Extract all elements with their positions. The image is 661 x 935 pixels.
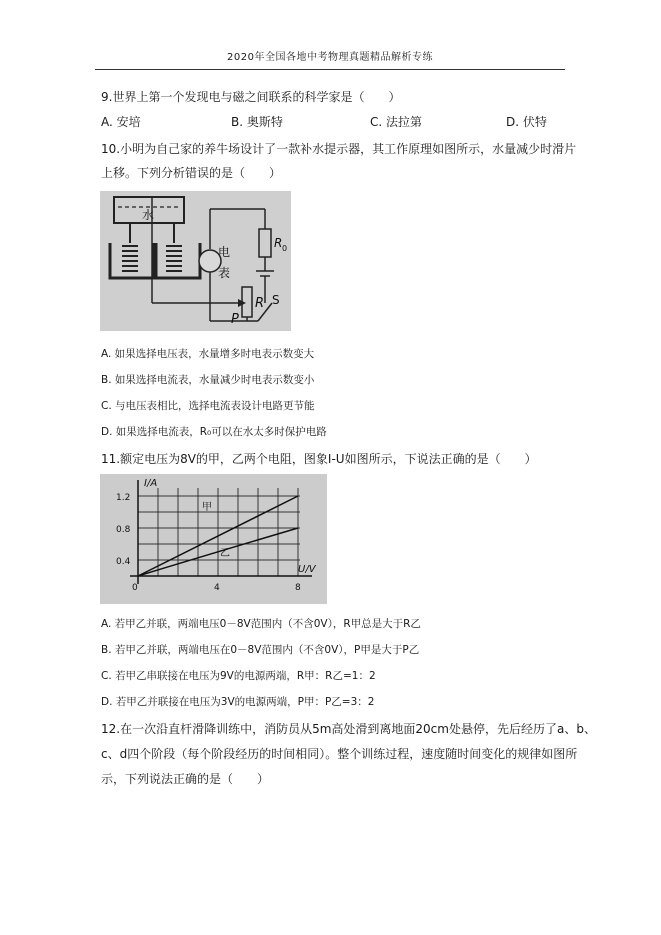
meter-label-1: 电 <box>218 245 231 259</box>
x-tick-8: 8 <box>295 583 301 593</box>
iu-graph-figure <box>100 474 327 604</box>
q11-option-d: D. 若甲乙并联接在电压为3V的电源两端，P甲：P乙=3：2 <box>101 696 375 708</box>
q9-option-c: C. 法拉第 <box>370 115 423 129</box>
water-alarm-circuit-figure <box>100 191 291 331</box>
curve-label-jia: 甲 <box>202 502 212 513</box>
x-axis-label: U/V <box>298 564 316 575</box>
y-axis-label: I/A <box>144 478 158 489</box>
question-9-stem: 9.世界上第一个发现电与磁之间联系的科学家是（ ） <box>101 90 401 104</box>
q11-option-a: A. 若甲乙并联，两端电压0－8V范围内（不含0V），R甲总是大于R乙 <box>101 618 421 630</box>
r0-label: R <box>274 236 283 250</box>
question-10-stem-line1: 10.小明为自己家的养牛场设计了一款补水提示器，其工作原理如图所示，水量减少时滑片 <box>101 142 577 156</box>
question-12-stem-line3: 示，下列说法正确的是（ ） <box>101 772 270 786</box>
y-tick-1-2: 1.2 <box>116 493 131 503</box>
q9-option-d: D. 伏特 <box>506 115 547 129</box>
q10-option-c: C. 与电压表相比，选择电流表设计电路更节能 <box>101 400 315 412</box>
page-header: 2020年全国各地中考物理真题精品解析专练 <box>95 48 565 70</box>
y-tick-0-8: 0.8 <box>116 525 131 535</box>
q10-option-d: D. 如果选择电流表，R₀可以在水太多时保护电路 <box>101 426 327 438</box>
q10-option-b: B. 如果选择电流表，水量减少时电表示数变小 <box>101 374 315 386</box>
q10-option-a: A. 如果选择电压表，水量增多时电表示数变大 <box>101 348 315 360</box>
x-tick-4: 4 <box>214 583 220 593</box>
r0-subscript: 0 <box>282 244 288 253</box>
question-11-stem: 11.额定电压为8V的甲，乙两个电阻，图象I-U如图所示，下说法正确的是（ ） <box>101 452 537 466</box>
question-12-stem-line1: 12.在一次沿直杆滑降训练中，消防员从5m高处滑到离地面20cm处悬停，先后经历了a、b、 <box>101 722 596 736</box>
q11-option-c: C. 若甲乙串联接在电压为9V的电源两端，R甲：R乙=1：2 <box>101 670 376 682</box>
y-tick-0-4: 0.4 <box>116 557 131 567</box>
q9-option-a: A. 安培 <box>101 115 141 129</box>
question-12-stem-line2: c、d四个阶段（每个阶段经历的时间相同）。整个训练过程，速度随时间变化的规律如图所 <box>101 747 578 761</box>
curve-label-yi: 乙 <box>220 548 230 559</box>
q9-option-b: B. 奥斯特 <box>231 115 283 129</box>
q11-option-b: B. 若甲乙并联，两端电压在0－8V范围内（不含0V），P甲是大于P乙 <box>101 644 420 656</box>
slider-p-label: P <box>231 312 239 327</box>
switch-label: S <box>272 293 280 307</box>
meter-label-2: 表 <box>218 266 231 280</box>
r-label: R <box>255 296 265 311</box>
water-label: 水 <box>142 208 155 222</box>
question-10-stem-line2: 上移。下列分析错误的是（ ） <box>101 166 282 180</box>
x-tick-0: 0 <box>132 583 138 593</box>
